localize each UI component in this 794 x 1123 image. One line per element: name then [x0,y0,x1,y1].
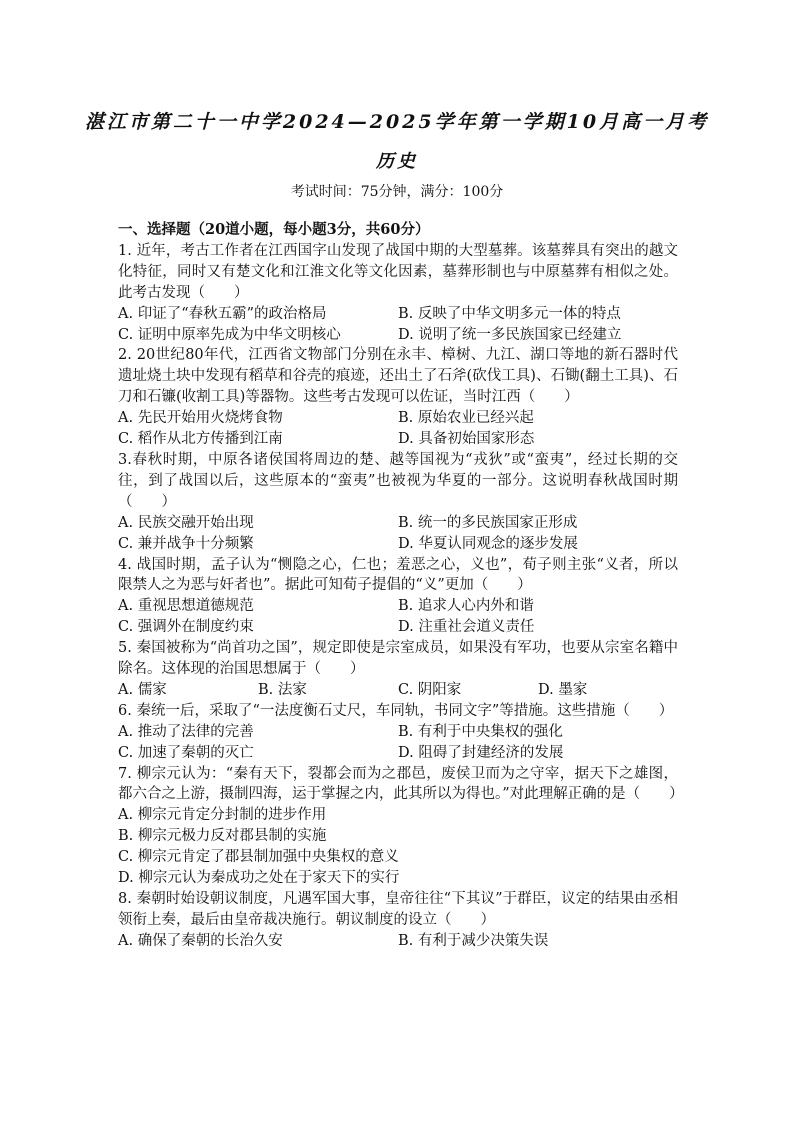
option-a[interactable]: A. 推动了法律的完善 [118,723,254,740]
question-stem: 1. 近年，考古工作者在江西国字山发现了战国中期的大型墓葬。该墓葬具有突出的越文化特征，同时又有楚文化和江淮文化等文化因素，墓葬形制也与中原墓葬有相似之处。此考古发现（ ） [118,242,678,301]
exam-title: 湛江市第二十一中学2024—2025学年第一学期10月高一月考 [84,111,710,133]
option-b[interactable]: B. 柳宗元极力反对郡县制的实施 [118,828,327,845]
options [118,513,678,555]
option-d[interactable]: D. 华夏认同观念的逐步发展 [398,535,578,552]
option-a[interactable]: A. 民族交融开始出现 [118,514,254,531]
option-a[interactable]: A. 柳宗元肯定分封制的进步作用 [118,807,327,824]
option-b[interactable]: B. 原始农业已经兴起 [398,410,534,427]
options [118,408,678,450]
question-2 [118,345,678,450]
question-area [118,220,684,952]
question-stem: 5. 秦国被称为“尚首功之国”，规定即使是宗室成员，如果没有军功，也要从宗室名籍中除名。这体现的治国思想属于（ ） [118,640,678,678]
options [118,805,678,889]
option-d[interactable]: D. 注重社会道义责任 [398,619,535,636]
question-stem: 6. 秦统一后，采取了“一法度衡石丈尺，车同轨，书同文字”等措施。这些措施（ ） [118,702,674,719]
option-a[interactable]: A. 确保了秦朝的长治久安 [118,932,283,949]
question-6 [118,701,678,764]
option-d[interactable]: D. 阻碍了封建经济的发展 [398,744,564,761]
options [118,304,678,346]
option-b[interactable]: B. 反映了中华文明多元一体的特点 [398,305,621,322]
option-d[interactable]: D. 说明了统一多民族国家已经建立 [398,326,622,343]
options [118,680,678,701]
question-8 [118,889,678,952]
question-7 [118,764,684,889]
option-d[interactable]: D. 具备初始国家形态 [398,431,535,448]
option-c[interactable]: C. 柳宗元肯定了郡县制加强中央集权的意义 [118,849,399,866]
option-c[interactable]: C. 兼并战争十分频繁 [118,535,254,552]
option-c[interactable]: C. 稻作从北方传播到江南 [118,431,283,448]
subject-title: 历史 [376,151,418,172]
option-b[interactable]: B. 统一的多民族国家正形成 [398,514,578,531]
option-d[interactable]: D. 柳宗元认为秦成功之处在于家天下的实行 [118,870,400,887]
options [118,931,678,952]
options [118,722,678,764]
question-4 [118,555,678,639]
option-b[interactable]: B. 有利于中央集权的强化 [398,723,563,740]
question-1 [118,241,678,346]
question-stem: 3.春秋时期，中原各诸侯国将周边的楚、越等国视为“戎狄”或“蛮夷”，经过长期的交往，到了战国以后，这些原本的“蛮夷”也被视为华夏的一部分。这说明春秋战国时期（ ） [118,451,678,510]
question-5 [118,638,678,701]
option-d[interactable]: D. 墨家 [538,681,588,698]
question-stem: 7. 柳宗元认为：“秦有天下，裂都会而为之郡邑，废侯卫而为之守宰，据天下之雄图，都六合之上游，摄制四海，运于掌握之内，此其所以为得也。”对此理解正确的是（ ） [118,765,684,803]
question-stem: 4. 战国时期，孟子认为“恻隐之心，仁也；羞恶之心，义也”，荀子则主张“义者，所以限禁人之为恶与奸者也”。据此可知荀子提倡的“义”更加（ ） [118,556,678,594]
option-a[interactable]: A. 先民开始用火烧烤食物 [118,410,283,427]
option-c[interactable]: C. 阴阳家 [398,681,462,698]
options [118,596,678,638]
option-b[interactable]: B. 追求人心内外和谐 [398,598,534,615]
option-c[interactable]: C. 强调外在制度约束 [118,619,254,636]
section-title: 一、选择题（20道小题，每小题3分，共60分） [118,221,430,238]
exam-info: 考试时间：75分钟，满分：100分 [290,184,504,200]
option-c[interactable]: C. 证明中原率先成为中华文明核心 [118,326,341,343]
option-a[interactable]: A. 印证了“春秋五霸”的政治格局 [118,305,327,322]
option-a[interactable]: A. 重视思想道德规范 [118,598,254,615]
option-b[interactable]: B. 法家 [258,681,307,698]
question-3 [118,450,678,555]
question-stem: 8. 秦朝时始设朝议制度，凡遇军国大事，皇帝往往“下其议”于群臣，议定的结果由丞相领衔上奏，最后由皇帝裁决施行。朝议制度的设立（ ） [118,891,678,928]
option-c[interactable]: C. 加速了秦朝的灭亡 [118,744,254,761]
option-a[interactable]: A. 儒家 [118,681,167,698]
option-b[interactable]: B. 有利于减少决策失误 [398,932,549,949]
question-stem: 2. 20世纪80年代，江西省文物部门分别在永丰、樟树、九江、湖口等地的新石器时代遗址烧土块中发现有稻草和谷壳的痕迹，还出土了石斧(砍伐工具)、石锄(翻土工具)、石刀和石镰(收割工具)等器物。这些考古发现可以佐证，当时江西（ ） [118,347,678,406]
